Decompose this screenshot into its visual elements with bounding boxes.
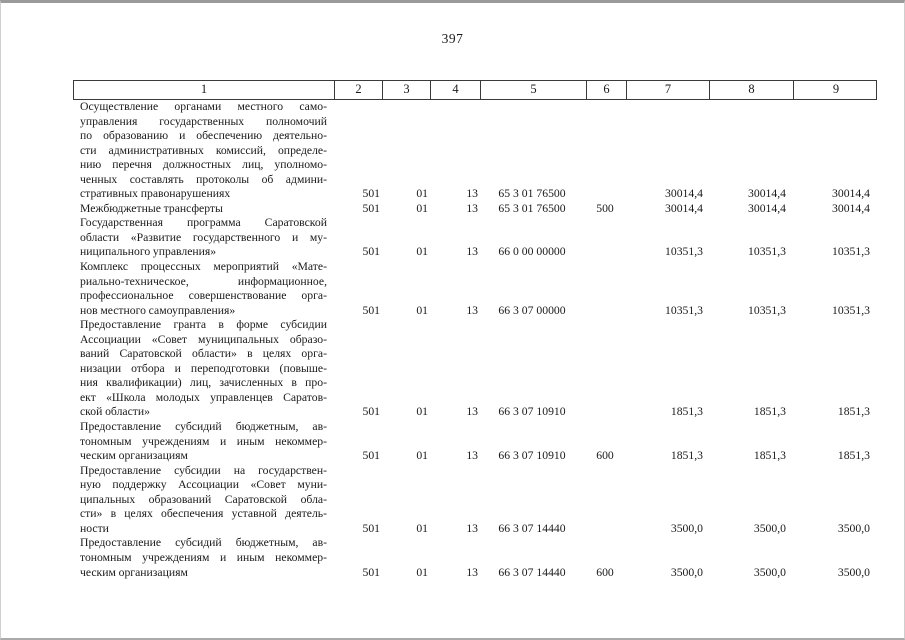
cell-amount-year1: 10351,3 [665, 303, 703, 317]
cell-agency-code: 501 [362, 449, 380, 463]
cell-amount-year3: 3500,0 [837, 521, 870, 535]
cell-expense-name [73, 216, 333, 260]
expense-name-line: ниципального управления» [80, 245, 217, 259]
cell-target-article-code: 66 0 00 00000 [498, 245, 566, 259]
header-cell-9: 9 [793, 81, 878, 99]
cell-agency-code: 501 [362, 521, 380, 535]
cell-expense-type-code: 600 [596, 565, 614, 579]
table-row [73, 318, 877, 420]
cell-amount-year3: 1851,3 [837, 405, 870, 419]
expense-name-line: ципальных образований Саратовской обла- [80, 492, 327, 506]
expense-name-line: ческим организациям [80, 565, 188, 579]
cell-expense-name [73, 260, 333, 318]
cell-subsection-code: 13 [466, 405, 478, 419]
cell-amount-year1: 3500,0 [670, 565, 703, 579]
cell-amount-year2: 3500,0 [753, 565, 786, 579]
table-row [73, 464, 877, 537]
cell-target-article-code: 66 3 07 14440 [498, 565, 566, 579]
cell-amount-year1: 1851,3 [670, 405, 703, 419]
cell-agency-code: 501 [362, 245, 380, 259]
expense-name-line: ваний Саратовской области» в целях орга- [80, 347, 327, 361]
expense-name-line: Предоставление гранта в форме субсидии [80, 318, 327, 332]
expense-name-line: сти» в целях обеспечения уставной деятель- [80, 507, 327, 521]
expense-name-line: Государственная программа Саратовской [80, 216, 327, 230]
cell-expense-name [73, 420, 333, 464]
cell-amount-year3: 10351,3 [832, 303, 870, 317]
expense-name-line: Ассоциации «Совет муниципальных образо- [80, 332, 327, 346]
cell-target-article-code: 65 3 01 76500 [498, 187, 566, 201]
cell-expense-type-code [585, 304, 625, 319]
table-body [73, 100, 877, 580]
cell-amount-year2: 1851,3 [753, 405, 786, 419]
header-cell-1: 1 [200, 82, 208, 96]
cell-expense-type-code: 500 [596, 201, 614, 215]
cell-expense-name [73, 464, 333, 537]
cell-agency-code: 501 [362, 187, 380, 201]
expense-name-line: нов местного самоуправления» [80, 303, 236, 317]
header-cell-2: 2 [334, 81, 382, 99]
cell-subsection-code: 13 [466, 245, 478, 259]
expense-name-line: Предоставление субсидии на государствен- [80, 463, 327, 477]
cell-amount-year2: 30014,4 [748, 187, 786, 201]
table-row [73, 202, 877, 217]
cell-target-article-code: 66 3 07 00000 [498, 303, 566, 317]
cell-expense-name [73, 536, 333, 580]
expense-name-line: ния квалификации) лиц, зачисленных в про- [80, 376, 327, 390]
cell-subsection-code: 13 [466, 303, 478, 317]
cell-expense-name [73, 318, 333, 420]
cell-expense-type-code [585, 522, 625, 537]
cell-section-code: 01 [416, 303, 428, 317]
cell-subsection-code: 13 [466, 187, 478, 201]
cell-expense-type-code [585, 187, 625, 202]
cell-section-code: 01 [416, 521, 428, 535]
page-number: 397 [441, 31, 464, 46]
header-cell-8: 8 [709, 81, 793, 99]
cell-amount-year2: 10351,3 [748, 245, 786, 259]
cell-amount-year2: 10351,3 [748, 303, 786, 317]
cell-amount-year3: 1851,3 [837, 449, 870, 463]
cell-section-code: 01 [416, 201, 428, 215]
expense-name-line: управления государственных полномочий [80, 114, 327, 128]
expense-name-line: ской области» [80, 405, 151, 419]
expense-name-line: ную поддержку Ассоциации «Совет муни- [80, 478, 327, 492]
cell-amount-year1: 30014,4 [665, 187, 703, 201]
cell-amount-year2: 1851,3 [753, 449, 786, 463]
cell-amount-year3: 30014,4 [832, 201, 870, 215]
cell-expense-type-code [585, 405, 625, 420]
table-row [73, 216, 877, 260]
expense-name-line: области «Развитие государственного и му- [80, 230, 327, 244]
cell-expense-type-code [585, 245, 625, 260]
cell-subsection-code: 13 [466, 565, 478, 579]
expense-name-line: тономным учреждениям и иным некоммер- [80, 434, 327, 448]
expense-name-line: ческим организациям [80, 449, 188, 463]
expense-name-line: риально-техническое, информационное, [80, 274, 327, 288]
cell-section-code: 01 [416, 187, 428, 201]
cell-amount-year2: 3500,0 [753, 521, 786, 535]
cell-subsection-code: 13 [466, 449, 478, 463]
cell-section-code: 01 [416, 565, 428, 579]
expense-name-line: Межбюджетные трансферты [80, 201, 223, 215]
expense-name-line: ности [80, 521, 109, 535]
cell-amount-year1: 10351,3 [665, 245, 703, 259]
header-cell-6: 6 [586, 81, 626, 99]
table-row [73, 536, 877, 580]
expense-name-line: низации отбора и переподготовки (повыше- [80, 361, 327, 375]
cell-expense-name [73, 202, 333, 217]
cell-agency-code: 501 [362, 201, 380, 215]
expense-name-line: ект «Школа молодых управленцев Саратов- [80, 390, 327, 404]
cell-target-article-code: 66 3 07 14440 [498, 521, 566, 535]
cell-section-code: 01 [416, 449, 428, 463]
header-cell-3: 3 [382, 81, 430, 99]
cell-amount-year3: 30014,4 [832, 187, 870, 201]
expense-name-line: Комплекс процессных мероприятий «Мате- [80, 260, 327, 274]
table-row [73, 100, 877, 202]
cell-section-code: 01 [416, 245, 428, 259]
table-row [73, 260, 877, 318]
cell-section-code: 01 [416, 405, 428, 419]
cell-subsection-code: 13 [466, 201, 478, 215]
cell-expense-type-code: 600 [596, 449, 614, 463]
table-row [73, 420, 877, 464]
expense-name-line: сти административных комиссий, определе- [80, 143, 327, 157]
cell-target-article-code: 66 3 07 10910 [498, 449, 566, 463]
expense-name-line: Осуществление органами местного само- [80, 100, 327, 113]
cell-amount-year3: 3500,0 [837, 565, 870, 579]
expense-name-line: ченных составлять протоколы об админи- [80, 172, 327, 186]
cell-target-article-code: 66 3 07 10910 [498, 405, 566, 419]
cell-subsection-code: 13 [466, 521, 478, 535]
cell-amount-year2: 30014,4 [748, 201, 786, 215]
expense-name-line: по образованию и обеспечению деятельно- [80, 129, 327, 143]
cell-target-article-code: 65 3 01 76500 [498, 201, 566, 215]
expense-name-line: стративных правонарушениях [80, 187, 231, 201]
table-header-row [73, 80, 877, 100]
cell-expense-name [73, 100, 333, 202]
cell-amount-year1: 1851,3 [670, 449, 703, 463]
cell-agency-code: 501 [362, 565, 380, 579]
cell-amount-year3: 10351,3 [832, 245, 870, 259]
expense-name-line: нию перечня должностных лиц, уполномо- [80, 158, 327, 172]
header-cell-5: 5 [480, 81, 586, 99]
expense-name-line: Предоставление субсидий бюджетным, ав- [80, 420, 327, 434]
budget-table [73, 80, 877, 580]
expense-name-line: тономным учреждениям и иным некоммер- [80, 550, 327, 564]
cell-amount-year1: 3500,0 [670, 521, 703, 535]
cell-amount-year1: 30014,4 [665, 201, 703, 215]
header-cell-4: 4 [430, 81, 480, 99]
header-cell-7: 7 [626, 81, 709, 99]
cell-agency-code: 501 [362, 405, 380, 419]
expense-name-line: Предоставление субсидий бюджетным, ав- [80, 536, 327, 550]
cell-agency-code: 501 [362, 303, 380, 317]
expense-name-line: профессиональное совершенствование орга- [80, 289, 327, 303]
